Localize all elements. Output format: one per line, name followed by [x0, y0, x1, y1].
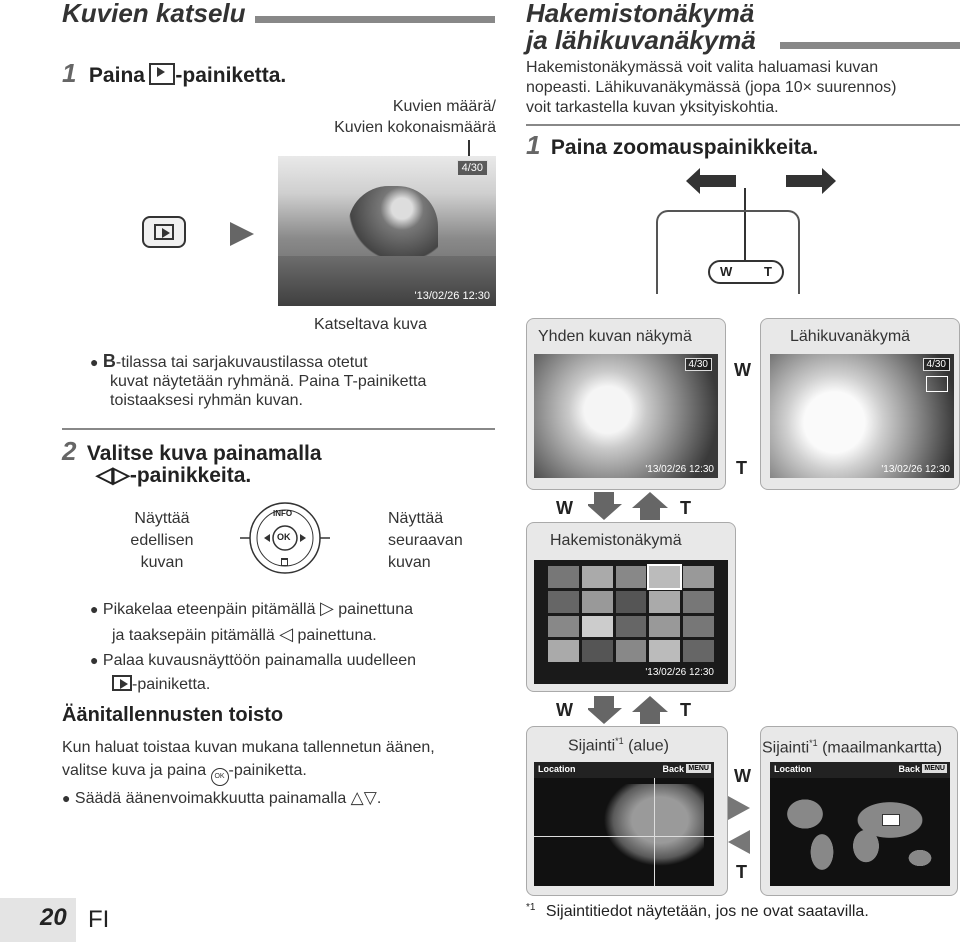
down-up-arrows-graphic [588, 692, 668, 726]
note-text-1: -tilassa tai sarjakuvaustilassa otetut [115, 354, 368, 371]
zoom-arrows-graphic [686, 166, 836, 196]
bullet-2-b: painettuna. [297, 627, 377, 644]
arrow-right-icon [230, 222, 254, 246]
left-right-arrows-icon: ◁▷ [96, 462, 130, 487]
step1-right-rule [526, 124, 960, 126]
note-text-2: kuvat näytetään ryhmänä. Paina T-painiketta [110, 373, 427, 390]
next-label-1: Näyttää [388, 510, 444, 527]
step2-line2-wrap [96, 462, 251, 488]
world-continents [780, 792, 940, 872]
zoom-t-label: T [764, 264, 772, 279]
thumbnail[interactable] [616, 640, 647, 662]
location-area-end: (alue) [623, 737, 670, 755]
next-label [388, 508, 463, 574]
step2-line2: -painikkeita. [129, 464, 252, 487]
bullet-1: ● Pikakelaa eteenpäin pitämällä ▷ painettuna [90, 598, 413, 618]
fast-forward-notes [90, 596, 495, 697]
prev-label-2: edellisen [130, 532, 194, 549]
audio-line-3-end: . [376, 790, 382, 807]
thumbnail[interactable] [548, 566, 579, 588]
location-world-end: (maailmankartta) [817, 739, 943, 757]
zoom-t-label-2: T [680, 498, 691, 518]
datetime: '13/02/26 12:30 [645, 667, 714, 678]
down-up-arrows-graphic [588, 488, 668, 522]
playback-icon [149, 63, 175, 85]
thumbnail[interactable] [683, 616, 714, 638]
zoom-w-label-1: W [734, 360, 751, 380]
step1-left [62, 58, 286, 89]
thumbnail[interactable] [548, 591, 579, 613]
count-label-line2: Kuvien kokonaismäärä [334, 119, 496, 136]
datetime: '13/02/26 12:30 [414, 290, 490, 302]
left-arrow-icon [728, 830, 750, 854]
thumbnail[interactable] [582, 591, 613, 613]
language-code: FI [88, 906, 110, 933]
count-label-line1: Kuvien määrä/ [392, 98, 496, 115]
intro-2: nopeasti. Lähikuvanäkymässä (jopa 10× suurennos) [526, 79, 897, 96]
step2-rule [62, 428, 495, 430]
audio-line-3-text: Säädä äänenvoimakkuutta painamalla [74, 790, 347, 807]
back-label: Back [662, 764, 684, 774]
map-land [594, 784, 704, 874]
section-title-viewing: Kuvien katselu [62, 0, 246, 28]
bullet-3-a: Palaa kuvausnäyttöön painamalla uudelleen [102, 652, 417, 669]
section-rule-left [255, 16, 495, 23]
right-arrow-icon [728, 796, 750, 820]
single-view-label: Yhden kuvan näkymä [538, 328, 692, 345]
group-note [90, 352, 490, 410]
trash-icon [281, 558, 288, 566]
thumbnail[interactable] [649, 566, 680, 588]
page-number-box [0, 898, 76, 942]
info-label: INFO [273, 509, 293, 518]
footnote-text: Sijaintitiedot näytetään, jos ne ovat saatavilla. [545, 903, 869, 921]
footnote [526, 902, 869, 921]
location-area-text: Sijainti [568, 737, 616, 755]
thumbnail[interactable] [616, 566, 647, 588]
thumbnail[interactable] [582, 640, 613, 662]
counter-value: 4/30 [926, 359, 946, 370]
thumbnail[interactable] [548, 640, 579, 662]
arrow-pad[interactable] [240, 502, 330, 574]
section-title-index-1: Hakemistonäkymä [526, 0, 755, 28]
thumbnail[interactable] [649, 640, 680, 662]
crosshair-v [654, 778, 655, 886]
crosshair-h [534, 836, 714, 837]
prev-label [118, 508, 206, 574]
bullet-4-b: -painiketta. [132, 676, 211, 693]
datetime: '13/02/26 12:30 [881, 464, 950, 475]
section-rule-right [780, 42, 960, 49]
thumbnail[interactable] [649, 591, 680, 613]
step-number: 1 [62, 58, 77, 88]
location-world-sup: *1 [809, 738, 818, 748]
prev-label-1: Näyttää [134, 510, 190, 527]
map-header [534, 762, 714, 778]
back-label: Back [898, 764, 920, 774]
ok-icon: OK [211, 768, 229, 786]
step-text: Paina zoomauspainikkeita. [550, 136, 819, 159]
closeup-view-label: Lähikuvanäkymä [790, 328, 911, 345]
photo-caption: Katseltava kuva [314, 316, 427, 333]
prev-label-3: kuvan [140, 554, 184, 571]
right-arrow-icon: ▷ [319, 598, 334, 618]
step2-line1: Valitse kuva painamalla [86, 442, 322, 465]
counter-badge [923, 358, 950, 371]
thumbnail-grid [548, 566, 714, 662]
section-title-index [526, 0, 756, 54]
next-label-3: kuvan [388, 554, 431, 571]
thumbnail[interactable] [649, 616, 680, 638]
step-number: 1 [526, 130, 541, 160]
zoom-w-label-4: W [734, 766, 751, 786]
counter-value: 4/30 [688, 359, 708, 370]
up-down-arrows-icon: △▽ [350, 788, 377, 807]
zoom-navigator-icon [926, 376, 948, 392]
audio-title: Äänitallennusten toisto [62, 704, 284, 726]
intro-1: Hakemistonäkymässä voit valita haluamasi kuvan [526, 59, 879, 76]
audio-line-2-b: -painiketta. [228, 762, 307, 779]
zoom-lever[interactable] [708, 260, 784, 284]
thumbnail[interactable] [683, 591, 714, 613]
menu-button-icon: MENU [688, 765, 709, 772]
zoom-w-label-3: W [556, 700, 573, 720]
group-mode-icon: B [102, 351, 116, 371]
counter-value: 4/30 [461, 162, 483, 174]
datetime: '13/02/26 12:30 [645, 464, 714, 475]
location-label: Location [774, 764, 812, 774]
bullet-2-cont [90, 673, 495, 697]
next-label-2: seuraavan [388, 532, 463, 549]
thumbnail[interactable] [683, 566, 714, 588]
menu-button-icon: MENU [924, 765, 945, 772]
location-label: Location [538, 764, 576, 774]
ok-button[interactable]: OK [277, 532, 291, 542]
location-world-map [770, 762, 950, 886]
playback-button[interactable] [142, 216, 186, 248]
location-area-sup: *1 [615, 736, 624, 746]
audio-body [62, 736, 502, 810]
audio-line-2 [62, 759, 502, 786]
step-text-suffix: -painiketta. [175, 64, 287, 87]
section-title-index-2: ja lähikuvanäkymä [526, 25, 756, 55]
location-world-label [762, 738, 942, 757]
zoom-w-label: W [720, 264, 733, 279]
page-number: 20 [40, 904, 67, 931]
playback-icon [154, 224, 174, 240]
location-area-map [534, 762, 714, 886]
thumbnail[interactable] [616, 616, 647, 638]
index-view-label: Hakemistonäkymä [550, 532, 682, 549]
thumbnail[interactable] [683, 640, 714, 662]
intro-text [526, 58, 956, 118]
left-arrow-icon: ◁ [279, 624, 294, 644]
index-view-grid [534, 560, 728, 684]
thumbnail[interactable] [582, 616, 613, 638]
thumbnail[interactable] [582, 566, 613, 588]
thumbnail[interactable] [548, 616, 579, 638]
bullet-1-a: Pikakelaa eteenpäin pitämällä [102, 601, 316, 618]
step-text-prefix: Paina [88, 64, 145, 87]
playback-photo [278, 156, 496, 306]
location-marker [882, 814, 900, 826]
bullet-1-b: painettuna [338, 601, 413, 618]
audio-line-1: Kun haluat toistaa kuvan mukana tallennetun äänen, [62, 739, 435, 756]
zoom-left-arrow-icon [686, 166, 836, 201]
note-text-3: toistaaksesi ryhmän kuvan. [110, 392, 303, 409]
step1-right [526, 130, 818, 161]
single-view-photo [534, 354, 718, 478]
thumbnail[interactable] [616, 591, 647, 613]
zoom-t-label-4: T [736, 862, 747, 882]
bullet-2: ● Palaa kuvausnäyttöön painamalla uudelleen [90, 652, 417, 669]
camera-top [656, 210, 800, 294]
closeup-view-photo [770, 354, 954, 478]
bullet-1-cont [90, 622, 495, 648]
step-number: 2 [62, 436, 77, 466]
footnote-sup: *1 [526, 902, 536, 913]
location-area-label [568, 736, 669, 755]
zoom-t-label-1: T [736, 458, 747, 478]
counter-badge [457, 160, 488, 176]
bullet-2-a: ja taaksepäin pitämällä [112, 627, 275, 644]
group-note-line1: ● B-tilassa tai sarjakuvaustilassa otetut [90, 351, 368, 371]
audio-line-3: ● Säädä äänenvoimakkuutta painamalla △▽. [62, 788, 382, 807]
count-label [300, 96, 496, 138]
counter-badge [685, 358, 712, 371]
location-world-text: Sijainti [762, 739, 810, 757]
intro-3: voit tarkastella kuvan yksityiskohtia. [526, 99, 779, 116]
audio-line-2-a: valitse kuva ja paina [62, 762, 207, 779]
zoom-w-label-2: W [556, 498, 573, 518]
playback-icon [112, 675, 132, 691]
map-header [770, 762, 950, 778]
zoom-t-label-3: T [680, 700, 691, 720]
